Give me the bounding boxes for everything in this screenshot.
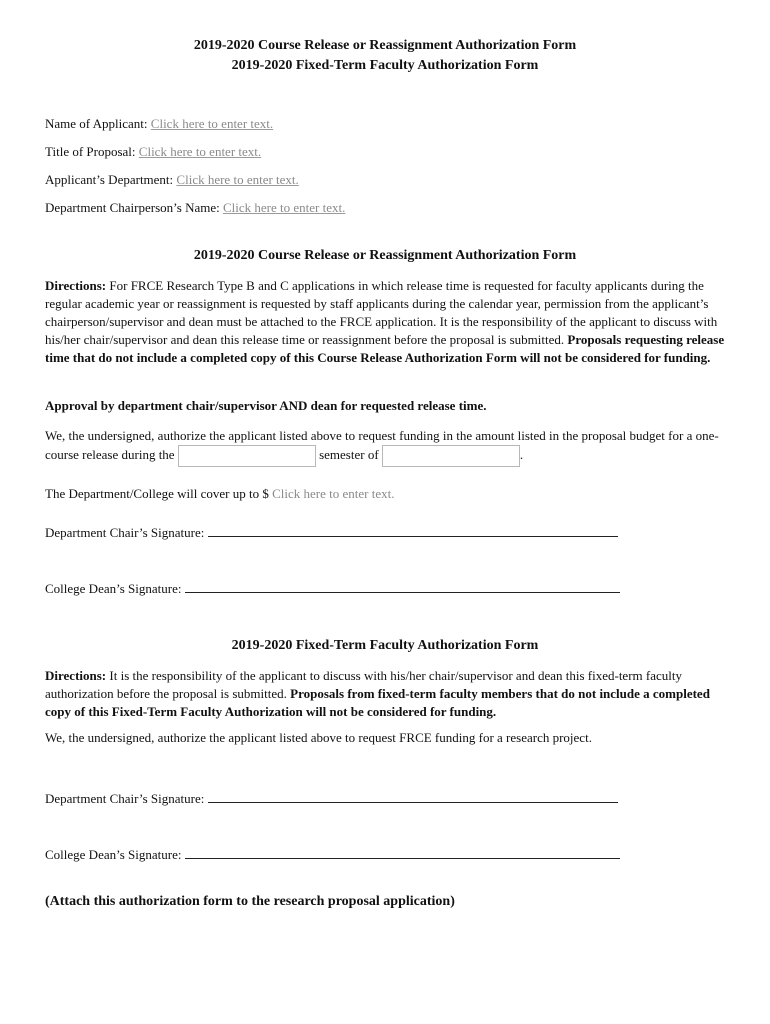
section1-directions [45, 277, 730, 367]
section1-dean-signature-label: College Dean’s Signature: [45, 581, 182, 596]
section2-chair-signature-line[interactable] [208, 792, 618, 803]
section2-chair-signature-row [45, 791, 618, 807]
section2-directions-text: It is the responsibility of the applicant to discuss with his/her chair/supervisor and dean this fixed-term faculty authorization before the proposal is submitted. [45, 668, 682, 701]
cover-amount-row [45, 486, 394, 502]
section2-dean-signature-label: College Dean’s Signature: [45, 847, 182, 862]
applicant-name-field[interactable]: Click here to enter text. [150, 116, 274, 131]
section1-chair-signature-label: Department Chair’s Signature: [45, 525, 205, 540]
authorize-release-paragraph [45, 427, 730, 467]
section2-directions-label: Directions: [45, 668, 107, 683]
applicant-department-field[interactable]: Click here to enter text. [176, 172, 299, 187]
proposal-title-row [45, 144, 261, 160]
applicant-department-row [45, 172, 299, 188]
proposal-title-field[interactable]: Click here to enter text. [138, 144, 262, 159]
approval-note: Approval by department chair/supervisor AND dean for requested release time. [45, 398, 487, 413]
section1-dean-signature-row [45, 581, 620, 597]
page-title-2: 2019-2020 Fixed-Term Faculty Authorization Form [231, 58, 539, 73]
section2-heading: 2019-2020 Fixed-Term Faculty Authorization Form [231, 638, 539, 653]
applicant-name-row [45, 116, 273, 132]
cover-amount-label: The Department/College will cover up to $ [45, 486, 269, 501]
applicant-name-label: Name of Applicant: [45, 116, 148, 131]
section2-dean-signature-line[interactable] [185, 848, 620, 859]
chairperson-name-row [45, 200, 345, 216]
sentence-period: . [519, 446, 524, 462]
year-input[interactable] [382, 445, 520, 467]
authorize-release-text: We, the undersigned, authorize the applicant listed above to request funding in the amount listed in the proposal budget for a one-course release during the [45, 428, 719, 462]
semester-input[interactable] [178, 445, 316, 467]
proposal-title-label: Title of Proposal: [45, 144, 136, 159]
section2-directions [45, 667, 730, 721]
section2-dean-signature-row [45, 847, 620, 863]
section1-heading: 2019-2020 Course Release or Reassignment Authorization Form [193, 248, 577, 263]
chairperson-name-field[interactable]: Click here to enter text. [222, 200, 346, 215]
section2-chair-signature-label: Department Chair’s Signature: [45, 791, 205, 806]
section1-dean-signature-line[interactable] [185, 582, 620, 593]
section1-chair-signature-line[interactable] [208, 526, 618, 537]
section1-directions-label: Directions: [45, 278, 107, 293]
applicant-department-label: Applicant’s Department: [45, 172, 174, 187]
section1-chair-signature-row [45, 525, 618, 541]
section2-directions-warning: Proposals from fixed-term faculty members that do not include a completed copy of this Fixed-Term Faculty Authorization will not be considered for funding. [45, 686, 710, 719]
attach-instruction: (Attach this authorization form to the research proposal application) [45, 894, 455, 909]
section1-directions-text: For FRCE Research Type B and C applications in which release time is requested for faculty applicants during the regular academic year or reassignment is requested by staff applicants during the calendar year, permission from the applicant’s chairperson/supervisor and dean must be attached to the FRCE application. It is the responsibility of the applicant to discuss with his/her chair/supervisor and dean this release time or reassignment before the proposal is submitted. [45, 278, 718, 347]
page-title-1: 2019-2020 Course Release or Reassignment Authorization Form [193, 38, 577, 53]
cover-amount-field[interactable]: Click here to enter text. [272, 486, 395, 501]
chairperson-name-label: Department Chairperson’s Name: [45, 200, 220, 215]
semester-of-label: semester of [319, 446, 379, 462]
section1-directions-warning: Proposals requesting release time that do not include a completed copy of this Course Release Authorization Form will not be considered for funding. [45, 332, 725, 365]
authorize-fixed-term-text: We, the undersigned, authorize the applicant listed above to request FRCE funding for a research project. [45, 730, 592, 745]
